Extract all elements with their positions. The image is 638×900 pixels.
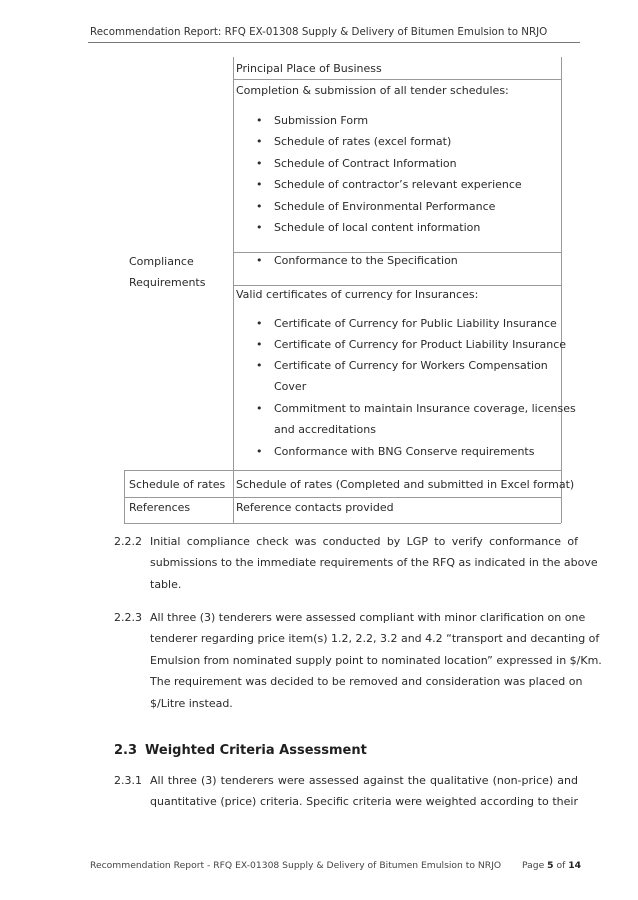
list-item: • Schedule of contractor’s relevant experience	[256, 178, 522, 191]
paragraph-line: tenderer regarding price item(s) 1.2, 2.2, 3.2 and 4.2 “transport and decanting of	[150, 632, 600, 646]
table-vline-right	[561, 57, 562, 523]
list-item: • Schedule of rates (excel format)	[256, 135, 452, 148]
list-item: • Schedule of local content information	[256, 221, 481, 234]
header-rule	[88, 42, 580, 43]
certificates-label: Valid certificates of currency for Insurances:	[236, 288, 479, 301]
paragraph-line: table.	[150, 577, 182, 591]
list-item: • Submission Form	[256, 114, 369, 127]
list-item: • Certificate of Currency for Public Liability Insurance	[256, 317, 557, 330]
list-item: • Conformance with BNG Conserve requirements	[256, 445, 535, 458]
table-hline	[124, 497, 561, 498]
paragraph-line: Initial compliance check was conducted by LGP to verify conformance of	[150, 535, 578, 548]
list-item: • Certificate of Currency for Workers Compensation	[256, 359, 548, 372]
paragraph-2-2-3	[114, 607, 602, 714]
paragraph-number: 2.3.1	[114, 774, 142, 787]
paragraph-line: quantitative (price) criteria. Specific criteria were weighted according to their	[150, 795, 578, 809]
completion-label: Completion & submission of all tender schedules:	[236, 84, 509, 97]
list-item: • Certificate of Currency for Product Liability Insurance	[256, 338, 567, 351]
schedule-label: Schedule of rates	[129, 478, 226, 491]
section-number: 2.3	[114, 743, 138, 758]
paragraph-line: The requirement was decided to be removed and consideration was placed on	[150, 675, 583, 689]
paragraph-line: All three (3) tenderers were assessed against the qualitative (non-price) and	[150, 774, 578, 787]
table-hline	[124, 470, 561, 471]
paragraph-line: submissions to the immediate requirements of the RFQ as indicated in the above	[150, 556, 598, 570]
compliance-label: Requirements	[129, 276, 206, 289]
references-value: Reference contacts provided	[236, 501, 394, 514]
section-title: Weighted Criteria Assessment	[145, 743, 367, 758]
compliance-label: Compliance	[129, 255, 194, 268]
table-hline	[233, 252, 561, 253]
list-item: • Schedule of Environmental Performance	[256, 200, 496, 213]
page-header: Recommendation Report: RFQ EX-01308 Supply & Delivery of Bitumen Emulsion to NRJO	[90, 26, 548, 38]
list-item: • Commitment to maintain Insurance coverage, licenses	[256, 402, 576, 415]
page-number: Page 5 of 14	[522, 860, 582, 871]
schedule-value: Schedule of rates (Completed and submitted in Excel format)	[236, 478, 575, 491]
paragraph-line: All three (3) tenderers were assessed compliant with minor clarification on one	[150, 611, 586, 624]
table-vline-mid	[233, 57, 234, 523]
list-item-continuation: Cover	[274, 380, 307, 393]
table-hline	[233, 285, 561, 286]
paragraph-line: $/Litre instead.	[150, 696, 233, 710]
paragraph-2-3-1	[114, 770, 578, 813]
paragraph-2-2-2	[114, 531, 598, 595]
paragraph-line: Emulsion from nominated supply point to nominated location” expressed in $/Km.	[150, 653, 602, 667]
paragraph-number: 2.2.2	[114, 535, 142, 548]
list-item: • Conformance to the Specification	[256, 254, 458, 267]
section-heading	[114, 743, 367, 758]
table-hline	[124, 523, 561, 524]
paragraph-number: 2.2.3	[114, 611, 142, 624]
page-footer: Recommendation Report - RFQ EX-01308 Supply & Delivery of Bitumen Emulsion to NRJO	[90, 860, 502, 871]
principal-place-cell: Principal Place of Business	[236, 62, 382, 75]
list-item: • Schedule of Contract Information	[256, 157, 457, 170]
table-hline	[233, 79, 561, 80]
references-label: References	[129, 501, 191, 514]
list-item-continuation: and accreditations	[274, 423, 376, 436]
